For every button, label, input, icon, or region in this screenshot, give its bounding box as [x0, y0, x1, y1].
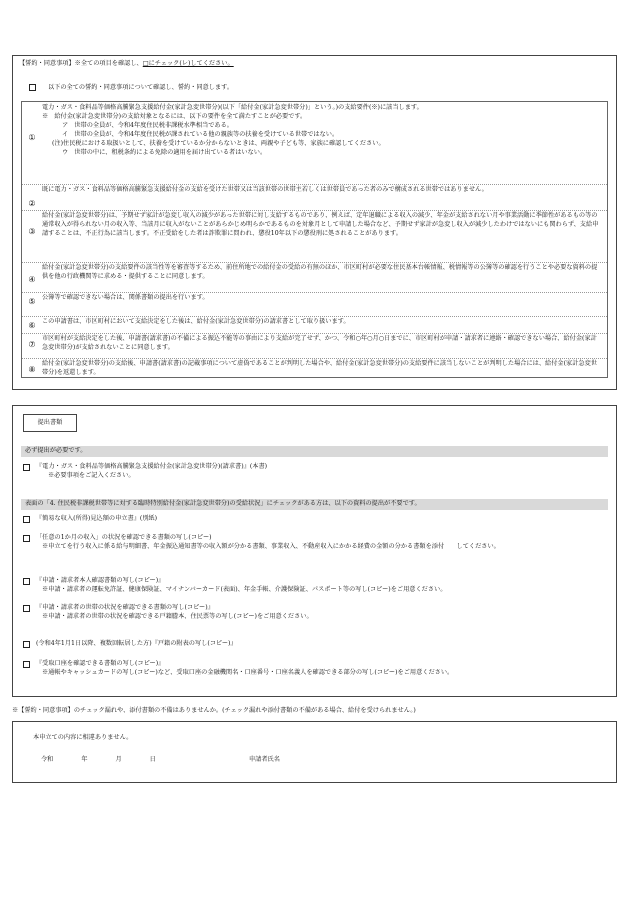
pledge-item-number: ③: [28, 227, 36, 236]
confirm-all-label: 以下の全ての誓約・同意事項について確認し、誓約・同意します。: [48, 84, 234, 91]
pledge-item-number: ①: [28, 133, 36, 142]
pledge-item: [22, 186, 607, 208]
document-note: ※通帳やキャッシュカードの写し(コピー)など、受取口座の金融機関名・口座番号・口座名義人を確認できる部分の写し(コピー)をご用意ください。: [42, 668, 454, 676]
conditional-header: 表面の「4. 住民税非課税世帯等に対する臨時特別給付金(家計急変世帯分)の受給状況」にチェックがある方は、以下の資料の提出が不要です。: [21, 499, 608, 510]
pledge-item-line: イ 世帯の全員が、令和4年度住民税が課されている他の親族等の扶養を受けている世帯ではない。: [62, 130, 339, 138]
document-checkbox[interactable]: [23, 661, 30, 668]
pledge-item-number: ④: [28, 275, 36, 284]
pledge-item-line: 公簿等で確認できない場合は、関係書類の提出を行います。: [42, 294, 209, 301]
required-item-checkbox[interactable]: [23, 464, 30, 471]
document-checkbox[interactable]: [23, 535, 30, 542]
pledge-separator: [22, 333, 607, 334]
pledge-item-line: この申請書は、市区町村において支給決定をした後は、給付金(家計急変世帯分)の請求書として取り扱います。: [42, 318, 350, 325]
pledge-item-number: ⑧: [28, 365, 36, 374]
pledge-separator: [22, 262, 607, 263]
month-label: 月: [115, 756, 122, 763]
pledge-item-text: [42, 212, 607, 239]
confirm-all-checkbox[interactable]: [29, 84, 36, 91]
pledge-item: [22, 294, 607, 306]
pledge-separator: [22, 210, 607, 211]
document-text: [36, 515, 157, 524]
pledge-item-text: [42, 335, 607, 353]
pledge-header: 【誓約・同意事項】※全ての項目を確認し、□にチェック(レ)してください。: [19, 60, 234, 67]
pledge-item-line: 給付金(家計急変世帯分)の支給要件の該当性等を審査等するため、前住所地での給付金の受給の有無のほか、市区町村が必要な住民基本台帳情報、税情報等の公簿等の確認を行うことや必要な資料の提供を他の行政機関等に求める・提供することに同意します。: [42, 264, 598, 280]
pledge-item-number: ⑦: [28, 340, 36, 349]
documents-heading-box: [23, 414, 77, 432]
document-text: [36, 534, 500, 552]
pledge-item-line: 給付金(家計急変世帯分)は、予期せず家計が急変し収入の減少があった世帯に対し支給するものであり、例えば、定年退職による収入の減少、年金が支給されない月や事業活動に季節性があるもの等の通常収入が得られない月の収入等、当該月に収入がないことがあらかじめ明らかであるものを対象月として申請した場合など、予期せず家計が急変し収入が減少したわけではないにも関わらず、支給申請することは、不正行為に該当します。不正受給をした者は詐欺罪に問われ、懲役10年以下の懲役刑に処されることがあります。: [42, 212, 599, 237]
required-item-label: 『電力・ガス・食料品等価格高騰緊急支援給付金(家計急変世帯分)(請求書)』(本書): [36, 463, 268, 470]
document-label: (令和4年1月1日以降、複数回転居した方)『戸籍の附表の写し(コピー)』: [36, 640, 237, 647]
document-label: 『申請・請求者本人確認書類の写し(コピー)』: [36, 577, 165, 584]
document-note: ※申請・請求者の世帯の状況を確認できる戸籍謄本、住民票等の写し(コピー)をご用意ください。: [42, 612, 313, 620]
pledge-item-line: 既に電力・ガス・食料品等価格高騰緊急支援給付金の支給を受けた世帯又は当該世帯の世帯主若しくは世帯員であった者のみで構成される世帯ではありません。: [42, 186, 488, 193]
document-text: [36, 660, 453, 678]
pledge-item-number: ⑤: [28, 297, 36, 306]
pledge-item: [22, 104, 607, 158]
pledge-item-line: ※ 給付金(家計急変世帯分)の支給対象となるには、以下の要件を全て満たすことが必要です。: [42, 112, 307, 120]
pledge-item-line: 電力・ガス・食料品等価格高騰緊急支援給付金(家計急変世帯分)(以下「給付金(家計急変世帯分)」という。)の支給要件(※)に該当します。: [42, 104, 423, 111]
document-item[interactable]: [23, 534, 606, 552]
era-label: 令和: [41, 756, 54, 763]
pledge-item-number: ⑥: [28, 321, 36, 330]
document-checkbox[interactable]: [23, 516, 30, 523]
warning-text: ※【誓約・同意事項】のチェック漏れや、添付書類の不備はありませんか。(チェック漏れや添付書類の不備がある場合、給付を受けられません。): [12, 707, 416, 714]
pledge-item-number: ②: [28, 199, 36, 208]
document-item[interactable]: [23, 660, 606, 678]
confirm-all-row[interactable]: [29, 84, 233, 93]
document-checkbox[interactable]: [23, 641, 30, 648]
pledge-item: [22, 264, 607, 284]
pledge-item-text: [42, 360, 607, 378]
pledge-item: [22, 318, 607, 330]
document-text: [36, 640, 237, 649]
document-item[interactable]: [23, 604, 606, 622]
pledge-item-text: [42, 104, 607, 158]
pledge-item-line: 給付金(家計急変世帯分)の支給後、申請書(請求書)の記載事項について虚偽であることが判明した場合や、給付金(家計急変世帯分)の支給要件に該当しないことが判明した場合には、給付金(家計急変世帯分)を返還します。: [42, 360, 597, 376]
pledge-separator: [22, 292, 607, 293]
document-label: 『簡易な収入(所得)見込額の申立書』(別紙): [36, 515, 158, 522]
year-label: 年: [81, 756, 88, 763]
signature-section: [12, 721, 617, 783]
document-label: 「任意の1か月の収入」の状況を確認できる書類の写し(コピー): [36, 534, 212, 541]
pledge-item-text: [42, 264, 607, 284]
document-label: 『受取口座を確認できる書類の写し(コピー)』: [36, 660, 165, 667]
pledge-item: [22, 360, 607, 378]
day-label: 日: [149, 756, 156, 763]
required-item-note: ※必要事項をご記入ください。: [48, 471, 135, 479]
pledge-item-text: [42, 318, 607, 330]
applicant-name-field[interactable]: [303, 752, 603, 766]
pledge-separator: [22, 184, 607, 185]
document-item[interactable]: [23, 640, 606, 649]
pledge-item-line: ウ 世帯の中に、租税条約による免除の適用を届け出ている者はいない。: [62, 148, 267, 156]
pledge-items-box: [21, 101, 608, 378]
document-checkbox[interactable]: [23, 578, 30, 585]
pledge-item-line: ア 世帯の全員が、令和4年度住民税非課税水準相当である。: [62, 121, 233, 129]
document-label: 『申請・請求者の世帯の状況を確認できる書類の写し(コピー)』: [36, 604, 214, 611]
document-checkbox[interactable]: [23, 605, 30, 612]
pledge-item-line: (注)住民税における取扱いとして、扶養を受けているか分からないときは、両親や子ども等、家族に確認してください。: [52, 139, 385, 147]
documents-heading: 提出書類: [37, 419, 63, 426]
pledge-item: [22, 212, 607, 239]
pledge-separator: [22, 358, 607, 359]
document-item[interactable]: [23, 515, 606, 524]
required-header: 必ず提出が必要です。: [21, 446, 608, 457]
document-text: [36, 577, 446, 595]
document-note: ※申請・請求者の運転免許証、健康保険証、マイナンバーカード(表面)、年金手帳、介護保険証、パスポート等の写し(コピー)をご用意ください。: [42, 585, 447, 593]
applicant-name-label: 申請者氏名: [249, 756, 280, 763]
document-note: ※申立てを行う収入に係る給与明細書、年金振込通知書等の収入額が分かる書類、事業収入、不動産収入にかかる経費の金額の分かる書類を添付 してください。: [42, 542, 500, 550]
document-text: [36, 604, 313, 622]
signature-statement: 本申立ての内容に相違ありません。: [33, 734, 133, 741]
pledge-separator: [22, 316, 607, 317]
required-item[interactable]: [23, 463, 606, 481]
documents-section: [12, 405, 617, 697]
pledge-item-line: 市区町村が支給決定をした後、申請書(請求書)の不備による振込不能等の事由により支給が完了せず、かつ、令和○年○月○日までに、市区町村が申請・請求者に連絡・確認できない場合、給付金(家計急変世帯分)が支給されないことに同意します。: [42, 335, 597, 351]
document-item[interactable]: [23, 577, 606, 595]
pledge-item-text: [42, 186, 607, 208]
pledge-item-text: [42, 294, 607, 306]
pledge-section: [12, 55, 617, 390]
pledge-item: [22, 335, 607, 353]
